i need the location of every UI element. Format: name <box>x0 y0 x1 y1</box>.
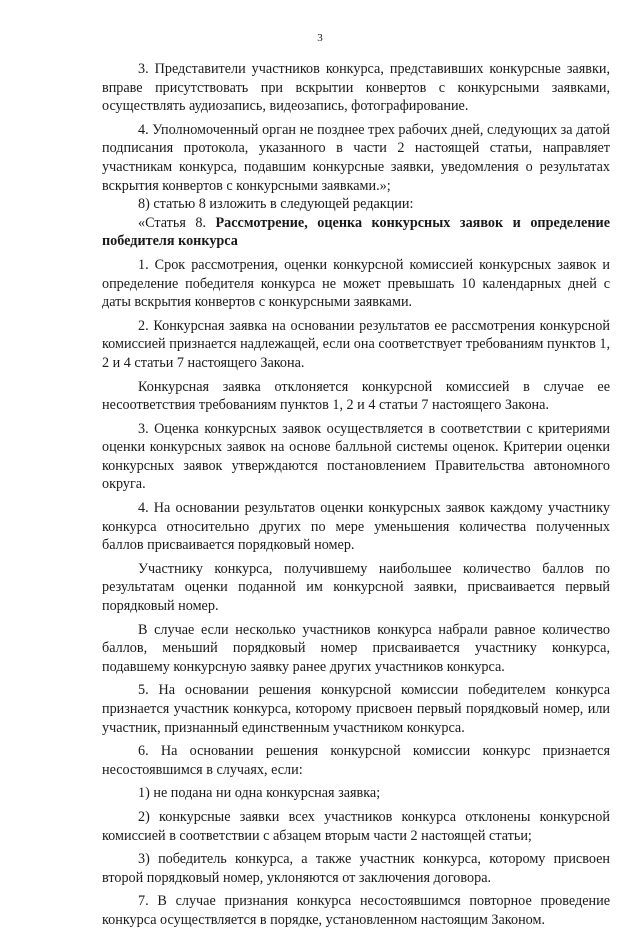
paragraph-evaluation-criteria: 3. Оценка конкурсных заявок осуществляется в соответствии с критериями оценки конкурсных заявок на основе балльной системы оценок. Критерии оценки конкурсных заявок утверждаются постановлением Правительства автономного округа. <box>102 420 610 493</box>
paragraph-repeat-contest: 7. В случае признания конкурса несостоявшимся повторное проведение конкурса осуществляется в порядке, установленном настоящим Законом. <box>102 893 610 928</box>
paragraph-first-number: Участнику конкурса, получившему наибольшее количество баллов по результатам оценки поданной им конкурсной заявки, присваивается первый порядковый номер. <box>102 560 610 615</box>
paragraph-equal-scores: В случае если несколько участников конкурса набрали равное количество баллов, меньший порядковый номер присваивается участнику конкурса, подавшему конкурсную заявку ранее других участников конкурса. <box>102 621 610 675</box>
paragraph-ranking: 4. На основании результатов оценки конкурсных заявок каждому участнику конкурса относительно других по мере уменьшения количества полученных баллов присваивается порядковый номер. <box>102 500 610 554</box>
list-item-no-applications: 1) не подана ни одна конкурсная заявка; <box>138 785 381 802</box>
article-heading-title: Рассмотрение, оценка конкурсных заявок и определение победителя конкурса <box>102 214 610 250</box>
paragraph-representatives: 3. Представители участников конкурса, представивших конкурсные заявки, вправе присутствовать при вскрытии конвертов с конкурсными заявками, осуществлять аудиозапись, видеозапись, фотографирование. <box>102 61 610 115</box>
document-body <box>102 60 610 935</box>
paragraph-notification: 4. Уполномоченный орган не позднее трех рабочих дней, следующих за датой подписания протокола, указанного в части 2 настоящей статьи, направляет участникам конкурса, подавшим конкурсные заявки, уведомления о результатах вскрытия конвертов с конкурсными заявками.»; <box>102 121 610 194</box>
list-item-evasion: 3) победитель конкурса, а также участник конкурса, которому присвоен второй порядковый номер, уклоняются от заключения договора. <box>102 851 610 886</box>
list-item-all-rejected: 2) конкурсные заявки всех участников конкурса отклонены конкурсной комиссией в соответствии с абзацем вторым части 2 настоящей статьи; <box>102 808 610 844</box>
paragraph-proper-application: 2. Конкурсная заявка на основании результатов ее рассмотрения конкурсной комиссией признается надлежащей, если она соответствует требованиям пунктов 1, 2 и 4 статьи 7 настоящего Закона. <box>102 317 610 371</box>
paragraph-winner: 5. На основании решения конкурсной комиссии победителем конкурса признается участник конкурса, которому присвоен первый порядковый номер, или участник, признанный единственным участником конкурса. <box>102 682 610 736</box>
article-heading <box>102 214 610 251</box>
article-heading-prefix: «Статья 8. <box>138 214 216 231</box>
page-number: 3 <box>317 32 323 44</box>
paragraph-amendment-intro: 8) статью 8 изложить в следующей редакции: <box>138 196 414 213</box>
paragraph-rejection: Конкурсная заявка отклоняется конкурсной комиссией в случае ее несоответствия требованиям пунктов 1, 2 и 4 статьи 7 настоящего Закона. <box>102 378 610 414</box>
paragraph-failed-contest: 6. На основании решения конкурсной комиссии конкурс признается несостоявшимся в случаях, если: <box>102 743 610 778</box>
paragraph-review-period: 1. Срок рассмотрения, оценки конкурсной комиссией конкурсных заявок и определение победителя конкурса не может превышать 10 календарных дней с даты вскрытия конвертов с конкурсными заявками. <box>102 256 610 311</box>
